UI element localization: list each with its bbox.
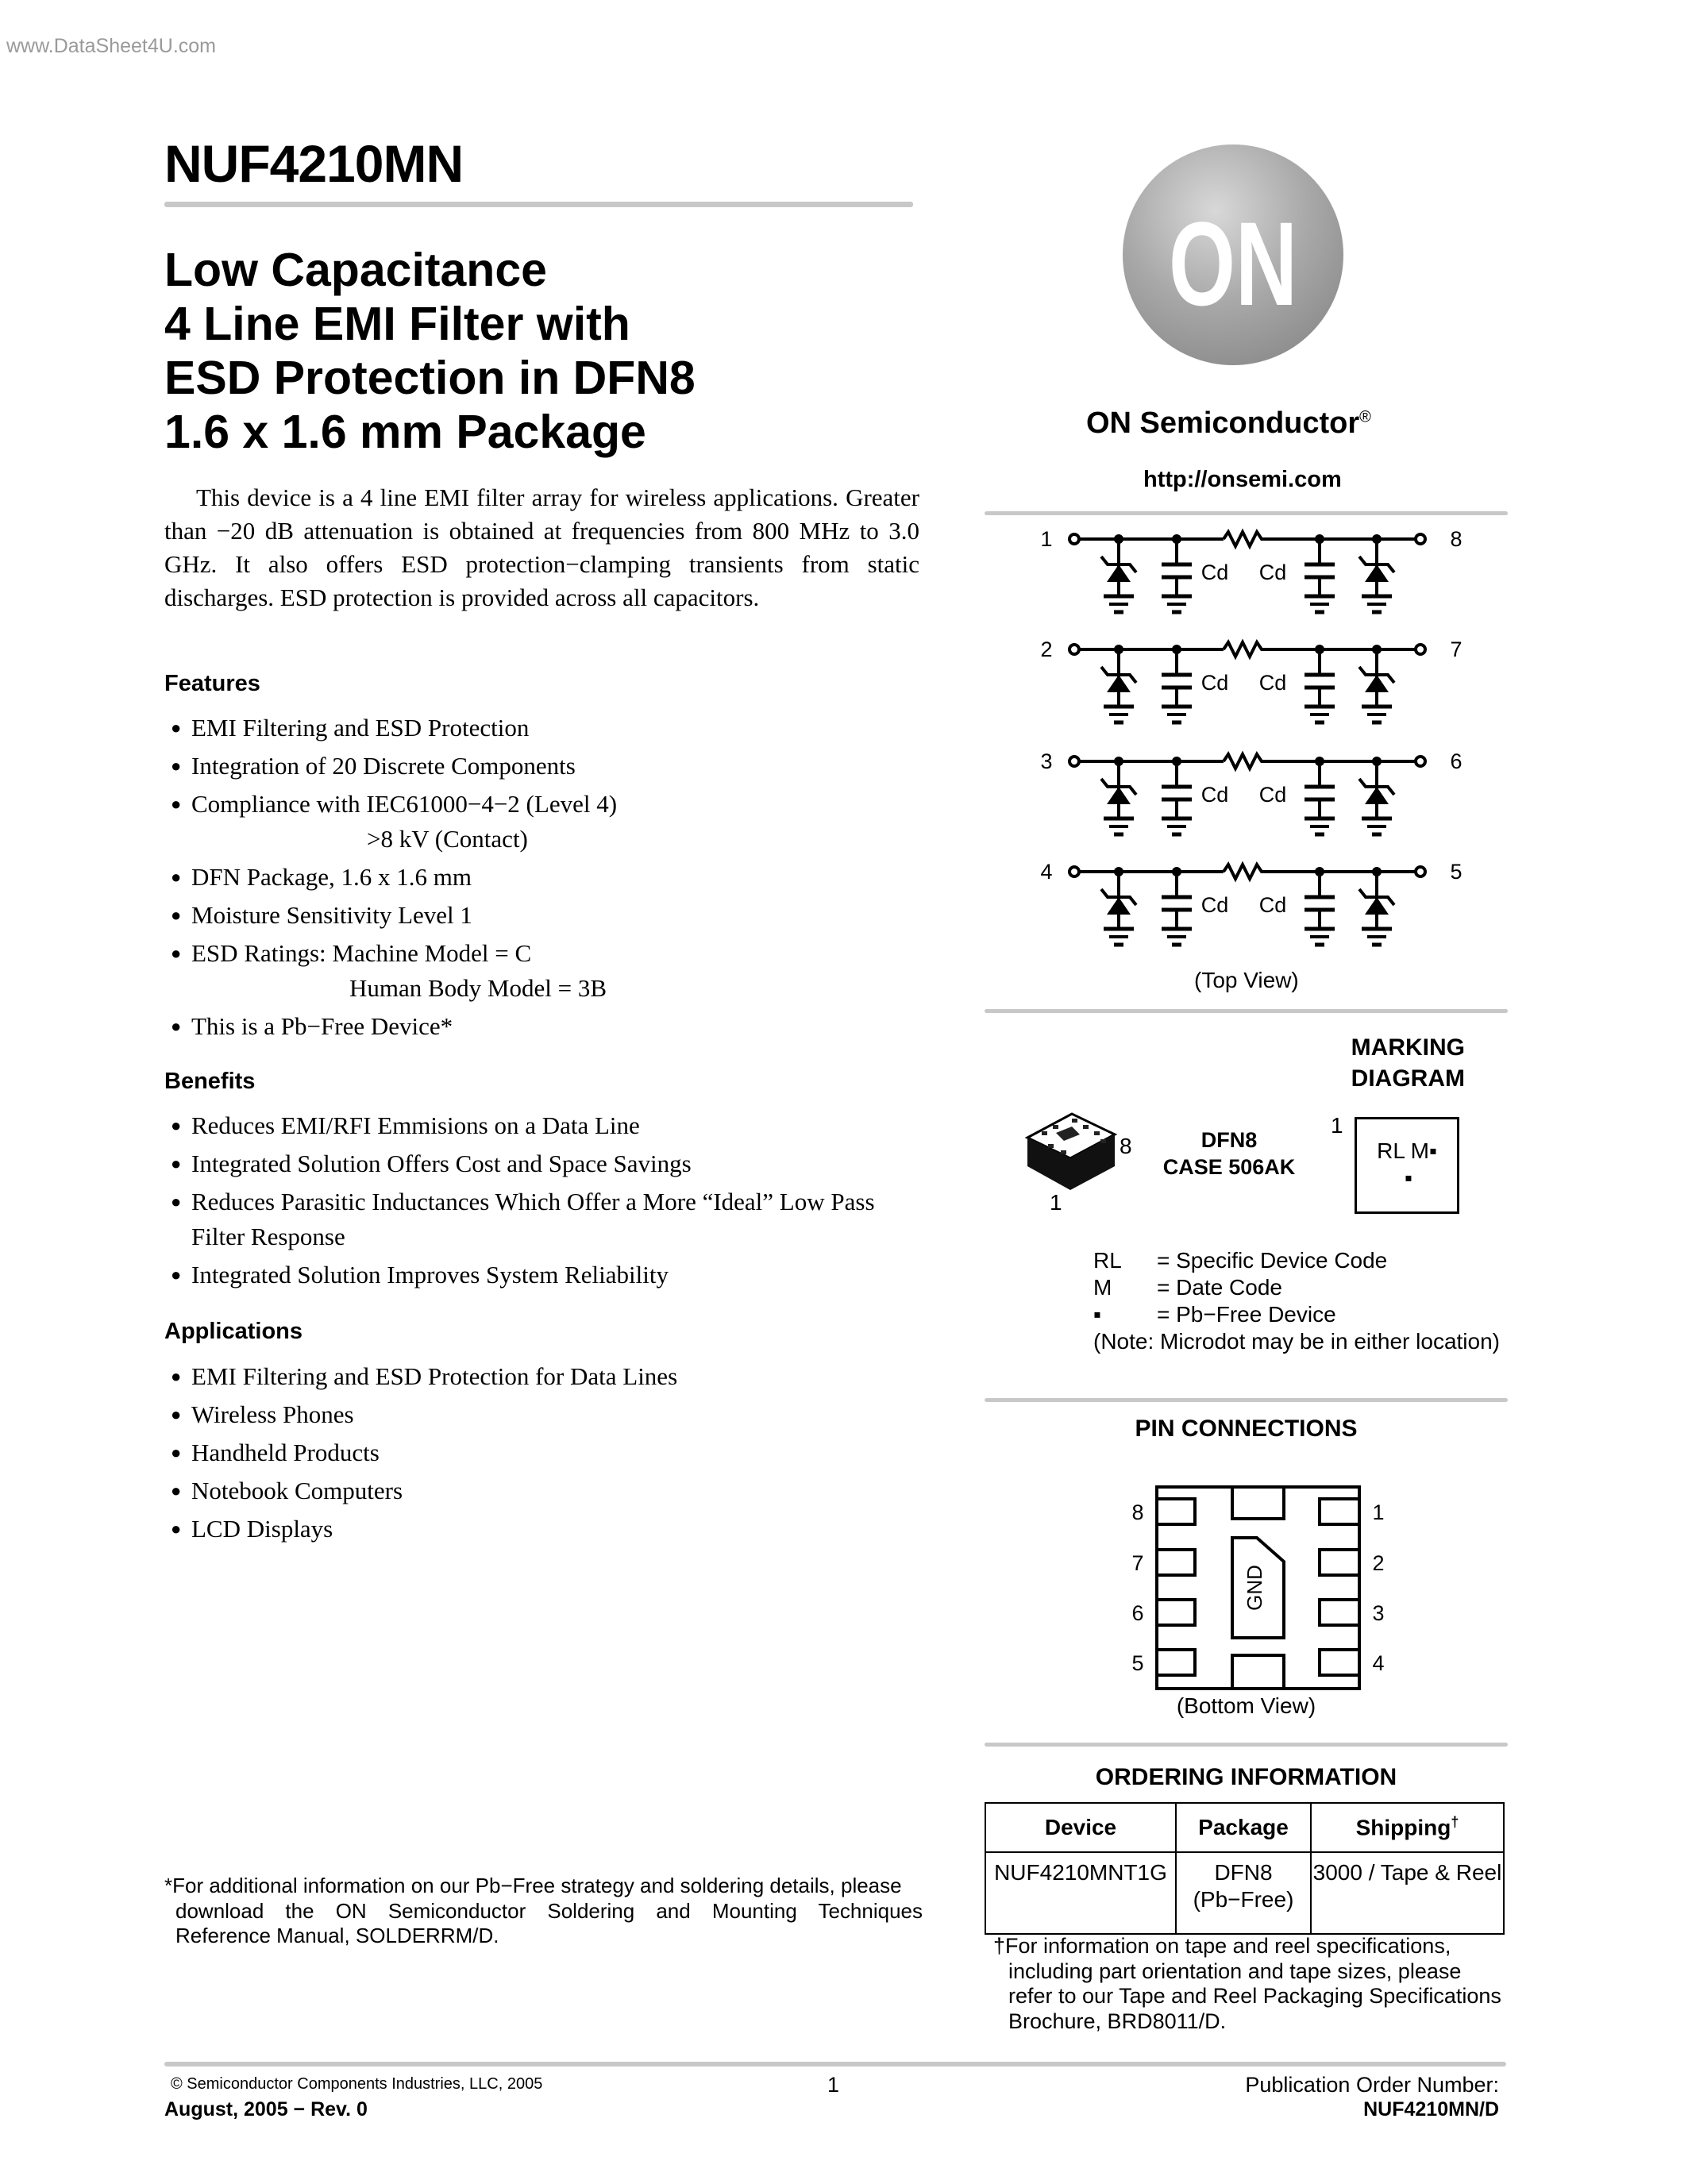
bullet-icon: ● [171,1192,182,1211]
marking-microdot: ▪ [1405,1165,1412,1190]
legend-desc: = Pb−Free Device [1157,1302,1336,1327]
pin-pad-right [1320,1499,1359,1524]
pin-number-right: 7 [1450,637,1463,661]
diode-triangle [1365,897,1389,915]
resistor-symbol [1224,865,1266,879]
bullet-icon: ● [171,1404,182,1424]
capacitor-label: Cd [1200,893,1229,917]
pin-caption: (Bottom View) [1176,1693,1316,1718]
footer-divider [164,2062,1506,2067]
list-item-text: Reduces Parasitic Inductances Which Offer a More “Ideal” Low Pass [191,1188,875,1215]
bullet-icon: ● [171,867,182,887]
bullet-icon: ● [171,794,182,814]
marking-diagram-heading [1351,1032,1465,1094]
capacitor-label: Cd [1200,560,1229,584]
pin-label-right: 2 [1372,1551,1385,1575]
benefits-heading: Benefits [164,1069,256,1094]
section-divider [985,1009,1508,1013]
bottom-center-pad [1232,1655,1284,1689]
applications-list [164,1359,958,1550]
list-item-text: EMI Filtering and ESD Protection [191,714,530,741]
features-heading: Features [164,671,260,696]
pin-label-left: 5 [1131,1651,1144,1675]
marking-note: (Note: Microdot may be in either location) [1093,1329,1500,1354]
list-item [164,1435,958,1470]
publication-number: NUF4210MN/D [1363,2098,1499,2120]
marking-code: RL M▪ [1377,1138,1437,1163]
subtitle-line: Low Capacitance [164,244,547,296]
publication-label: Publication Order Number: [1245,2073,1499,2097]
cell-shipping: 3000 / Tape & Reel [1311,1852,1504,1934]
list-item [164,1359,958,1394]
gnd-label: GND [1243,1565,1266,1611]
list-item-text: Compliance with IEC61000−4−2 (Level 4) [191,790,618,818]
marking-legend [1093,1247,1500,1355]
filter-channel [1040,860,1462,945]
bullet-icon: ● [171,756,182,776]
package-line: (Pb−Free) [1193,1887,1294,1912]
list-item-text: Integration of 20 Discrete Components [191,752,576,780]
pin-terminal-icon [1069,534,1079,544]
list-item-continuation: >8 kV (Contact) [367,825,528,853]
pin-terminal-icon [1416,645,1425,654]
pin-number-right: 5 [1450,860,1463,884]
list-item-text: Wireless Phones [191,1400,354,1428]
ordering-heading: ORDERING INFORMATION [1095,1764,1397,1790]
legend-desc: = Date Code [1157,1275,1282,1300]
capacitor-label: Cd [1258,560,1287,584]
dfn8-package-icon [1024,1107,1120,1195]
bullet-icon: ● [171,1481,182,1500]
col-device: Device [985,1803,1176,1852]
diode-triangle [1107,564,1131,582]
legend-key: ▪ [1093,1302,1101,1327]
pin-label-right: 4 [1372,1651,1385,1675]
bullet-icon: ● [171,1443,182,1462]
diode-triangle [1365,564,1389,582]
list-item-text: Reduces EMI/RFI Emmisions on a Data Line [191,1111,640,1139]
pin-pad-left [1157,1550,1195,1575]
capacitor-label: Cd [1258,671,1287,695]
note-line: †For information on tape and reel specifications, [993,1934,1451,1958]
website-link[interactable]: http://onsemi.com [1143,467,1342,492]
pin-label-left: 8 [1131,1500,1144,1524]
subtitle-line: ESD Protection in DFN8 [164,352,696,404]
benefits-list [164,1108,958,1296]
heading-line: MARKING [1351,1034,1465,1061]
list-item-text: DFN Package, 1.6 x 1.6 mm [191,863,472,891]
footnote-line: *For additional information on our Pb−Free strategy and soldering details, please [164,1874,902,1897]
pin-pad-left [1157,1499,1195,1524]
bullet-icon: ● [171,1154,182,1173]
top-center-pad [1232,1487,1284,1519]
registered-mark: ® [1359,408,1371,426]
pb-free-footnote [164,1874,923,1949]
pin-number-left: 2 [1040,637,1053,661]
pin-pad-right [1320,1550,1359,1575]
table-row [985,1852,1504,1934]
pin-diagram [1112,1461,1397,1699]
intro-paragraph: This device is a 4 line EMI filter array for wireless applications. Greater than −20 dB attenuation is obtained at frequencies from 800 MHz to 3.0 GHz. It also offers ESD protection−clamping transients from static discharges. ESD protection is provided across all capacitors. [164,483,919,611]
pin-pad-right [1320,1650,1359,1675]
section-divider [985,1743,1508,1747]
pin-label-right: 1 [1372,1500,1385,1524]
diode-triangle [1365,787,1389,804]
list-item [164,1473,958,1508]
cell-package [1176,1852,1311,1934]
pin-terminal-icon [1069,867,1079,876]
list-item [164,1184,958,1254]
diode-triangle [1107,787,1131,804]
bullet-icon: ● [171,1016,182,1036]
list-item-continuation: Human Body Model = 3B [349,974,607,1002]
list-item [164,1108,958,1143]
list-item [164,1258,958,1292]
copyright: © Semiconductor Components Industries, LLC, 2005 [171,2075,543,2093]
list-item-continuation: Filter Response [191,1223,345,1250]
pin-label-left: 7 [1131,1551,1144,1575]
pin-terminal-icon [1416,534,1425,544]
pin-pad-left [1157,1650,1195,1675]
capacitor-label: Cd [1258,783,1287,807]
heading-line: DIAGRAM [1351,1065,1465,1092]
col-package: Package [1176,1803,1311,1852]
filter-channel [1040,749,1462,834]
pin-pad-left [1157,1600,1195,1625]
package-pin-8-label: 8 [1120,1134,1132,1158]
shipping-footnote [993,1934,1501,2034]
page-number: 1 [827,2073,840,2097]
ordering-table [985,1802,1505,1935]
subtitle-line: 1.6 x 1.6 mm Package [164,406,646,458]
diode-triangle [1107,897,1131,915]
list-item-text: Notebook Computers [191,1477,403,1504]
package-designation [1150,1127,1308,1181]
list-item-text: LCD Displays [191,1515,333,1543]
list-item-text: ESD Ratings: Machine Model = C [191,939,532,967]
col-shipping [1311,1803,1504,1852]
bullet-icon: ● [171,1519,182,1539]
note-line: refer to our Tape and Reel Packaging Specifications [1008,1984,1501,2008]
bullet-icon: ● [171,1115,182,1135]
dagger-mark: † [1451,1814,1459,1831]
filter-channel [1040,527,1462,612]
package-pin-1-label: 1 [1050,1190,1062,1215]
pin-number-left: 4 [1040,860,1053,884]
legend-key: M [1093,1275,1112,1300]
capacitor-label: Cd [1200,671,1229,695]
cell-device: NUF4210MNT1G [985,1852,1176,1934]
list-item-text: Integrated Solution Offers Cost and Space Savings [191,1150,692,1177]
list-item-text: EMI Filtering and ESD Protection for Data Lines [191,1362,678,1390]
resistor-symbol [1224,532,1266,546]
filter-channel [1040,637,1462,722]
circuit-schematic [0,0,1688,1000]
pin-label-right: 3 [1372,1601,1385,1625]
pin-number-left: 3 [1040,749,1053,773]
bullet-icon: ● [171,1366,182,1386]
legend-key: RL [1093,1248,1122,1273]
package-line: DFN8 [1214,1860,1273,1885]
watermark: www.DataSheet4U.com [6,35,217,57]
legend-desc: = Specific Device Code [1157,1248,1388,1273]
pin-pad-right [1320,1600,1359,1625]
pin-number-right: 8 [1450,527,1463,551]
marking-pin-1-label: 1 [1331,1113,1343,1138]
bullet-icon: ● [171,1265,182,1285]
subtitle-line: 4 Line EMI Filter with [164,298,630,350]
circuit-caption: (Top View) [1194,968,1299,992]
date-revision: August, 2005 − Rev. 0 [164,2098,368,2120]
footnote-line: Reference Manual, SOLDERRM/D. [175,1924,499,1947]
pin-terminal-icon [1416,757,1425,766]
list-item [164,1397,958,1432]
part-number-title: NUF4210MN [164,134,464,193]
note-line: Brochure, BRD8011/D. [1008,2009,1227,2033]
marking-box [1355,1117,1459,1214]
case-number: CASE 506AK [1162,1155,1296,1179]
note-line: including part orientation and tape sizes, please [1008,1959,1462,1983]
capacitor-label: Cd [1200,783,1229,807]
list-item-text: Handheld Products [191,1439,380,1466]
pin-terminal-icon [1416,867,1425,876]
list-item-text: Moisture Sensitivity Level 1 [191,901,472,929]
bullet-icon: ● [171,905,182,925]
list-item [164,1009,958,1044]
bullet-icon: ● [171,943,182,963]
resistor-symbol [1224,642,1266,657]
pin-terminal-icon [1069,645,1079,654]
bullet-icon: ● [171,718,182,738]
resistor-symbol [1224,754,1266,768]
capacitor-label: Cd [1258,893,1287,917]
list-item-text: Integrated Solution Improves System Reliability [191,1261,669,1288]
applications-heading: Applications [164,1319,303,1344]
diode-triangle [1365,675,1389,692]
section-divider [985,1398,1508,1402]
table-header-row [985,1803,1504,1852]
list-item [164,1512,958,1547]
footnote-line: download the ON Semiconductor Soldering and Mounting Techniques [175,1898,923,1923]
list-item-text: This is a Pb−Free Device* [191,1012,453,1040]
pin-label-left: 6 [1131,1601,1144,1625]
company-name-text: ON Semiconductor [1086,406,1360,440]
list-item [164,1146,958,1181]
pin-number-left: 1 [1040,527,1053,551]
pin-terminal-icon [1069,757,1079,766]
logo-mark: ON [1169,197,1297,331]
pin-connections-heading: PIN CONNECTIONS [1135,1416,1358,1442]
package-name: DFN8 [1200,1128,1258,1152]
diode-triangle [1107,675,1131,692]
pin-number-right: 6 [1450,749,1463,773]
col-shipping-label: Shipping [1355,1815,1451,1840]
